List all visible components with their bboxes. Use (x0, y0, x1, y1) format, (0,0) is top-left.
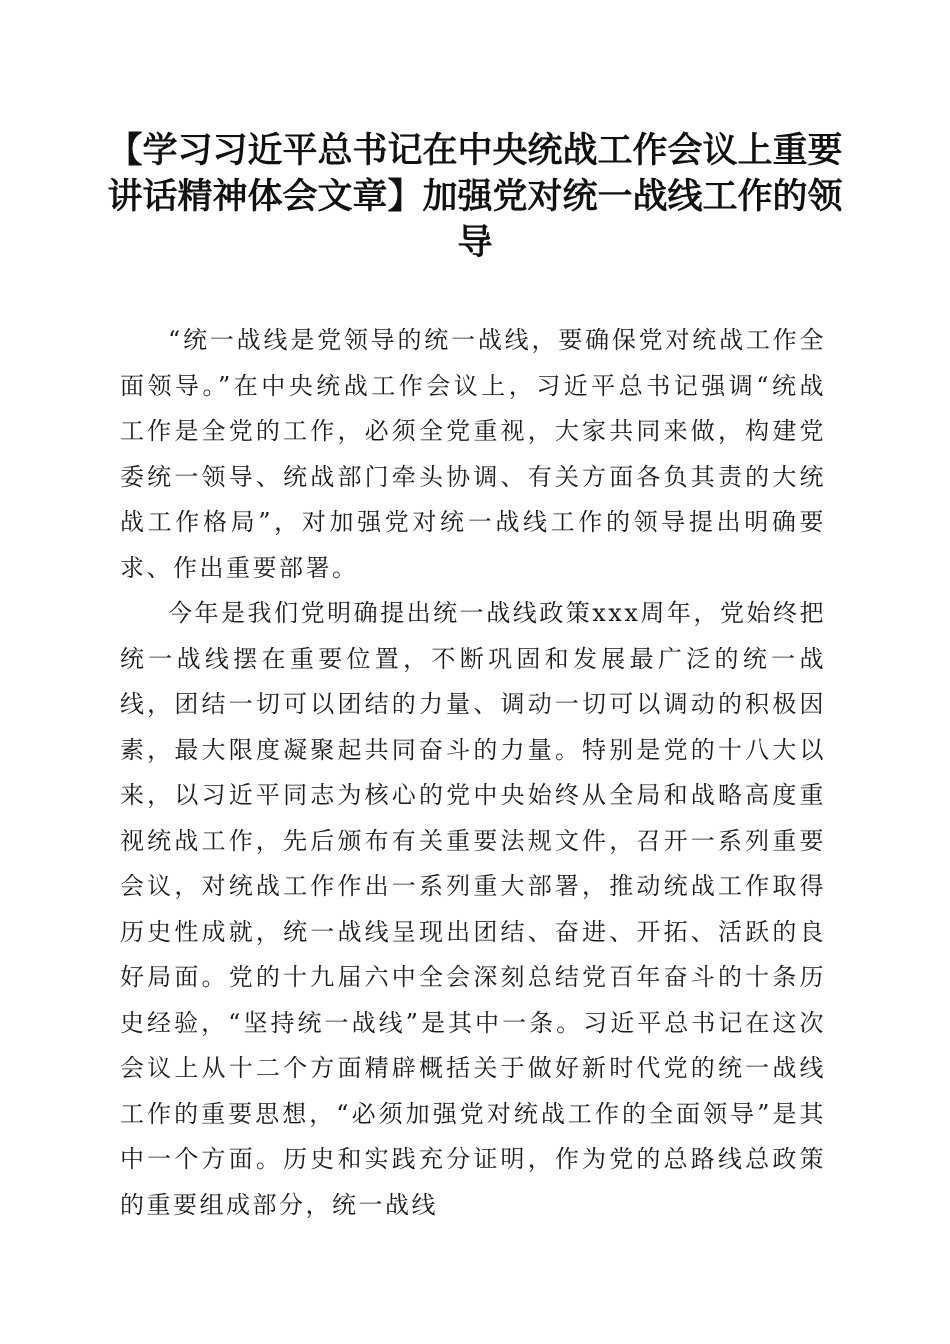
document-title: 【学习习近平总书记在中央统战工作会议上重要讲话精神体会文章】加强党对统一战线工作的领导 (107, 130, 843, 263)
document-body (120, 318, 826, 1228)
paragraph-1: “统一战线是党领导的统一战线，要确保党对统战工作全面领导。”在中央统战工作会议上，习近平总书记强调“统战工作是全党的工作，必须全党重视，大家共同来做，构建党委统一领导、统战部门牵头协调、有关方面各负其责的大统战工作格局”，对加强党对统一战线工作的领导提出明确要求、作出重要部署。 (120, 326, 826, 582)
paragraph-2: 今年是我们党明确提出统一战线政策xxx周年，党始终把统一战线摆在重要位置，不断巩固和发展最广泛的统一战线，团结一切可以团结的力量、调动一切可以调动的积极因素，最大限度凝聚起共同奋斗的力量。特别是党的十八大以来，以习近平同志为核心的党中央始终从全局和战略高度重视统战工作，先后颁布有关重要法规文件，召开一系列重要会议，对统战工作作出一系列重大部署，推动统战工作取得历史性成就，统一战线呈现出团结、奋进、开拓、活跃的良好局面。党的十九届六中全会深刻总结党百年奋斗的十条历史经验，“坚持统一战线”是其中一条。习近平总书记在这次会议上从十二个方面精辟概括关于做好新时代党的统一战线工作的重要思想，“必须加强党对统战工作的全面领导”是其中一个方面。历史和实践充分证明，作为党的总路线总政策的重要组成部分，统一战线 (120, 599, 826, 1219)
